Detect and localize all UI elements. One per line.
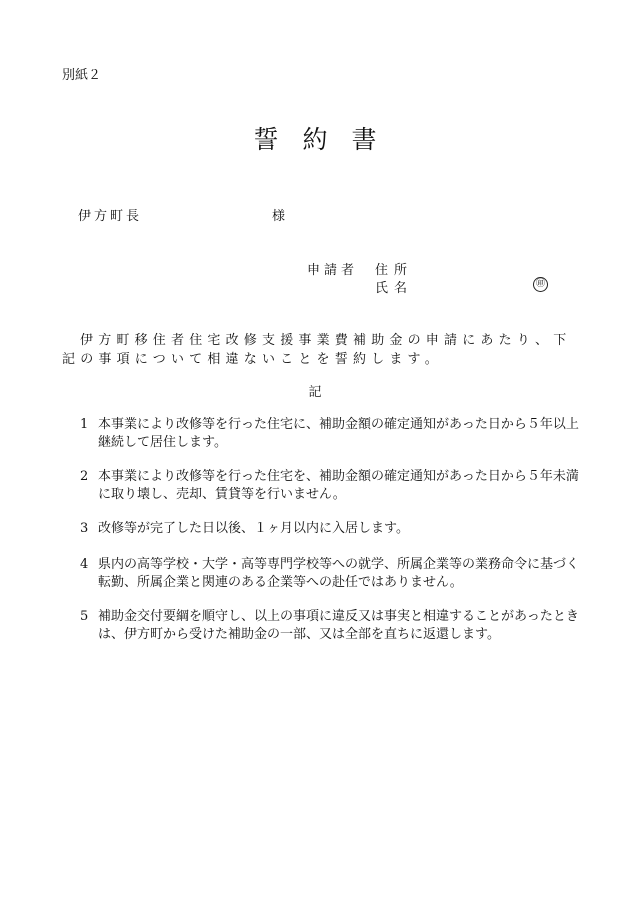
pledge-item xyxy=(80,520,580,538)
item-number: 4 xyxy=(80,557,89,572)
pledge-item xyxy=(80,468,580,504)
item-text: 本事業により改修等を行った住宅に、補助金額の確定通知があった日から５年以上継続して居住します。 xyxy=(98,417,579,450)
item-text: 改修等が完了した日以後、１ヶ月以内に入居します。 xyxy=(98,521,409,536)
item-number: 5 xyxy=(80,609,89,624)
intro-paragraph xyxy=(62,331,582,369)
item-text: 補助金交付要綱を順守し、以上の事項に違反又は事実と相違することがあったときは、伊方町から受けた補助金の一部、又は全部を直ちに返還します。 xyxy=(98,609,579,642)
annex-label: 別紙２ xyxy=(62,68,102,83)
item-number: 2 xyxy=(80,469,89,484)
pledge-item xyxy=(80,608,580,644)
item-number: 3 xyxy=(80,521,89,536)
pledge-item xyxy=(80,416,580,452)
pledge-item xyxy=(80,556,580,592)
document-title: 誓約書 xyxy=(253,125,401,154)
item-number: 1 xyxy=(80,417,89,432)
ki-heading: 記 xyxy=(308,385,322,400)
addressee: 伊方町長 xyxy=(78,209,143,224)
seal-mark: ㊞ xyxy=(533,277,548,292)
address-label: 住所 xyxy=(375,263,414,278)
item-text: 県内の高等学校・大学・高等専門学校等への就学、所属企業等の業務命令に基づく転勤、所属企業と関連のある企業等への赴任ではありません。 xyxy=(98,557,580,590)
honorific: 様 xyxy=(272,209,286,224)
intro-text: 伊方町移住者住宅改修支援事業費補助金の申請にあたり、下記の事項について相違ないことを誓約します。 xyxy=(62,333,572,367)
name-label: 氏名 xyxy=(375,281,414,296)
applicant-label: 申請者 xyxy=(307,263,359,278)
item-text: 本事業により改修等を行った住宅を、補助金額の確定通知があった日から５年未満に取り壊し、売却、賃貸等を行いません。 xyxy=(98,469,579,502)
